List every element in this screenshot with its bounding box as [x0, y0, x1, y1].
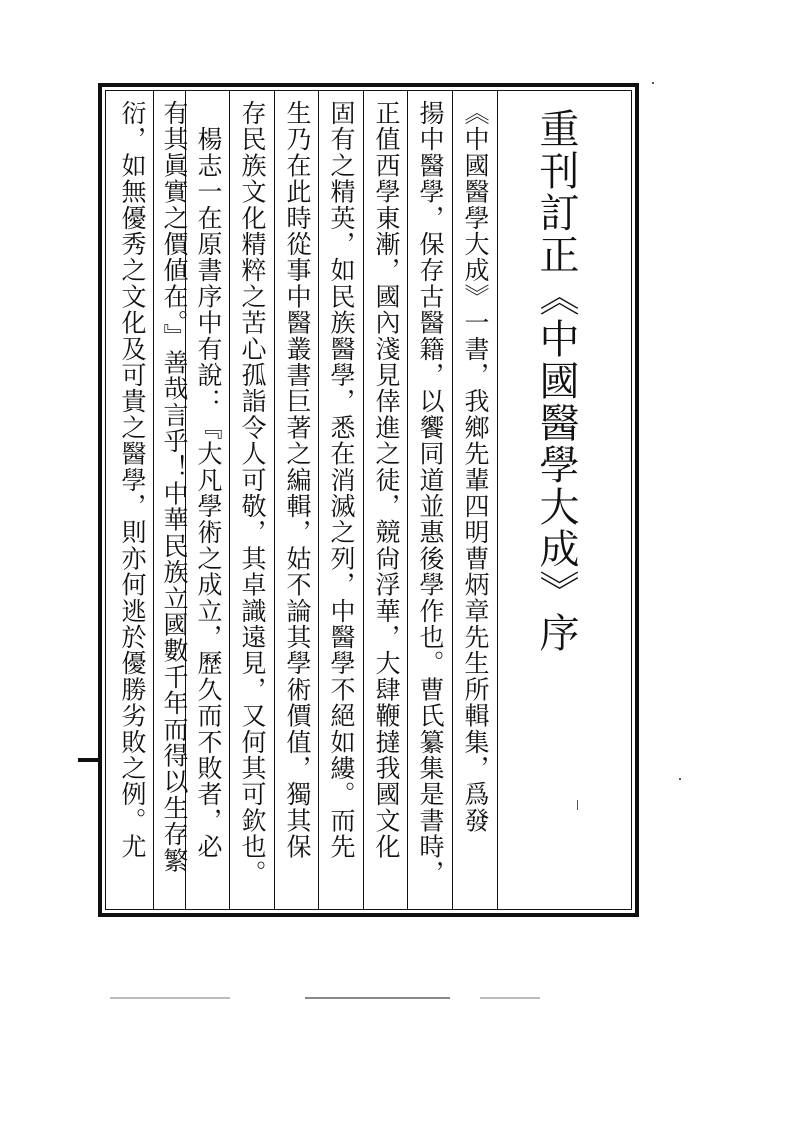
page-title: 重刊訂正《中國醫學大成》序 [533, 108, 579, 654]
column-divider [407, 91, 408, 909]
scan-artifact-line [110, 997, 230, 999]
scan-speck [577, 800, 578, 810]
column-divider [229, 91, 230, 909]
column-divider [153, 91, 154, 909]
scan-artifact-line [305, 997, 450, 999]
column-divider [274, 91, 275, 909]
text-column-8: 有其眞實之價値在。』善哉言乎！中華民族立國數千年而得以生存繁 [160, 100, 189, 874]
text-column-2: 揚中醫學，保存古醫籍，以饗同道並惠後學作也。曹氏纂集是書時， [416, 100, 445, 886]
text-column-4: 固有之精英，如民族醫學，悉在消滅之列，中醫學不絕如縷。而先 [327, 100, 356, 860]
text-column-9: 衍，如無優秀之文化及可貴之醫學，則亦何逃於優勝劣敗之例。尤 [118, 100, 147, 860]
column-divider [452, 91, 453, 909]
text-column-5: 生乃在此時從事中醫叢書巨著之編輯，姑不論其學術價值，獨其保 [283, 100, 312, 860]
page-number-mark [78, 758, 98, 762]
column-divider [497, 91, 498, 909]
column-divider [363, 91, 364, 909]
scan-speck [652, 82, 654, 84]
column-divider [318, 91, 319, 909]
scan-speck [679, 778, 681, 780]
text-column-7: 楊志一在原書序中有說：『大凡學術之成立，歷久而不敗者，必 [194, 100, 223, 860]
text-column-6: 存民族文化精粹之苦心孤詣令人可敬，其卓識遠見，又何其可欽也。 [238, 100, 267, 886]
text-column-3: 正值西學東漸，國內淺見倖進之徒，競尙浮華，大肆鞭撻我國文化 [372, 100, 401, 860]
scan-artifact-line [480, 997, 540, 999]
text-column-1: 《中國醫學大成》一書，我鄉先輩四明曹炳章先生所輯集，爲發 [461, 100, 490, 834]
